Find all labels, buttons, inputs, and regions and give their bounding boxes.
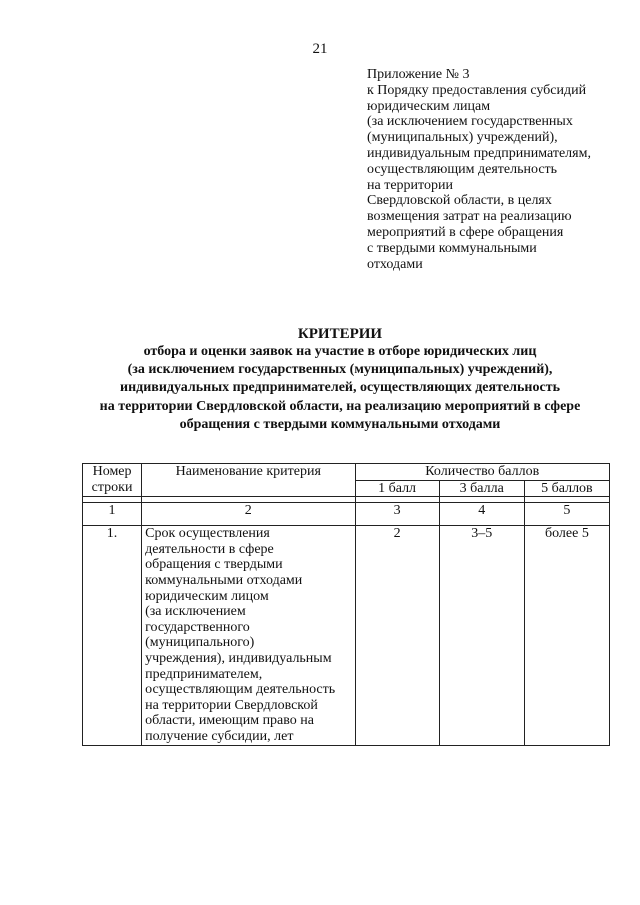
criteria-table (82, 463, 610, 746)
criterion-name-line: учреждения), индивидуальным (145, 650, 332, 666)
criterion-name-line: на территории Свердловской (145, 697, 318, 713)
criterion-name-line: получение субсидии, лет (145, 728, 294, 744)
header-points-5: 5 баллов (524, 480, 609, 497)
criterion-name-line: (муниципального) (145, 635, 255, 651)
column-index-cell: 3 (355, 503, 439, 526)
appendix-line: на территории (367, 177, 453, 193)
document-subtitle-line: индивидуальных предпринимателей, осуществляющих деятельность (120, 380, 560, 396)
criterion-name-line: (за исключением (145, 604, 246, 620)
column-index-row (83, 503, 610, 526)
header-row-number (83, 464, 142, 497)
table-header-row (83, 464, 610, 481)
criterion-name-line: области, имеющим право на (145, 713, 314, 729)
appendix-line: мероприятий в сфере обращения (367, 224, 564, 240)
criterion-name-line: коммунальными отходами (145, 572, 303, 588)
document-subtitle-line: отбора и оценки заявок на участие в отборе юридических лиц (143, 344, 537, 359)
header-points-3: 3 балла (439, 480, 524, 497)
appendix-line: юридическим лицам (367, 98, 491, 114)
points-5-cell: более 5 (524, 526, 609, 745)
document-subtitle-line: на территории Свердловской области, на реализацию мероприятий в сфере (99, 398, 581, 414)
row-number-cell: 1. (83, 526, 142, 745)
appendix-line: с твердыми коммунальными (367, 240, 537, 256)
header-criterion-name: Наименование критерия (142, 464, 355, 497)
points-3-cell: 3–5 (439, 526, 524, 745)
header-row-number-line: строки (91, 479, 133, 495)
criterion-name-line: предпринимателем, (145, 666, 263, 682)
appendix-line: к Порядку предоставления субсидий (367, 82, 587, 98)
appendix-line: отходами (367, 256, 423, 272)
document-subtitle-line: обращения с твердыми коммунальными отходами (179, 416, 501, 432)
appendix-note (367, 67, 627, 272)
header-points-1: 1 балл (355, 480, 439, 497)
appendix-line: (за исключением государственных (367, 114, 573, 130)
page-number: 21 (312, 41, 328, 57)
column-index-cell: 2 (142, 503, 355, 526)
criterion-name-line: обращения с твердыми (145, 557, 283, 573)
document-heading (40, 325, 640, 434)
appendix-line: Приложение № 3 (367, 67, 470, 82)
points-1-cell: 2 (355, 526, 439, 745)
header-row-number-line: Номер (92, 464, 132, 479)
criterion-name-line: деятельности в сфере (145, 541, 274, 557)
column-index-cell: 4 (439, 503, 524, 526)
criterion-name-line: юридическим лицом (145, 588, 269, 604)
header-points-group: Количество баллов (355, 464, 610, 481)
appendix-line: Свердловской области, в целях (367, 193, 552, 209)
appendix-line: возмещения затрат на реализацию (367, 209, 572, 225)
appendix-line: (муниципальных) учреждений), (367, 130, 558, 146)
criterion-name-line: государственного (145, 619, 250, 635)
appendix-line: осуществляющим деятельность (367, 161, 558, 177)
document-title: КРИТЕРИИ (297, 326, 383, 342)
column-index-cell: 1 (83, 503, 142, 526)
criterion-name-line: осуществляющим деятельность (145, 682, 336, 698)
criterion-name-line: Срок осуществления (145, 526, 270, 542)
document-subtitle-line: (за исключением государственных (муниципальных) учреждений), (127, 362, 553, 378)
appendix-line: индивидуальным предпринимателям, (367, 145, 591, 161)
table-row (83, 526, 610, 745)
criterion-name-cell (142, 526, 355, 745)
column-index-cell: 5 (524, 503, 609, 526)
